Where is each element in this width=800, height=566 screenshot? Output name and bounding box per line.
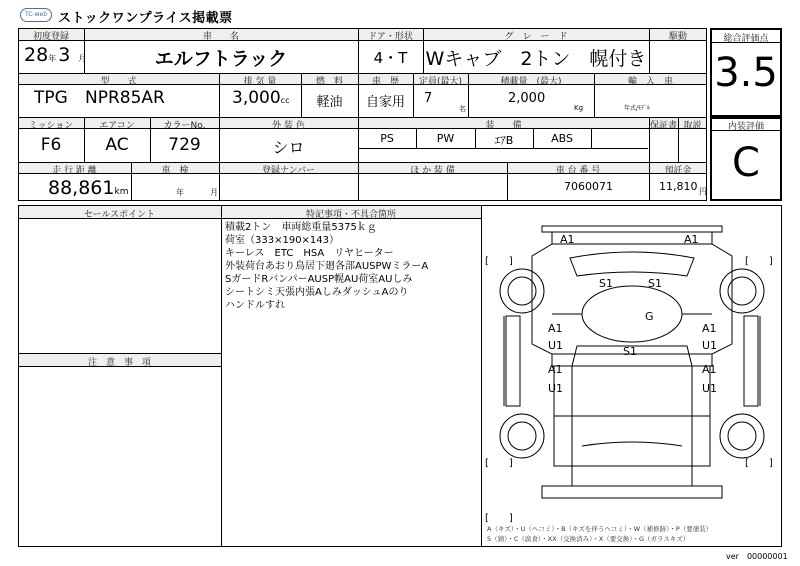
damage-label: A1 xyxy=(684,233,699,246)
bracket: [ ] xyxy=(485,458,513,469)
damage-label: U1 xyxy=(548,339,564,352)
first-reg-year: 28 xyxy=(24,44,49,66)
damage-label: U1 xyxy=(702,382,718,395)
damage-label: S1 xyxy=(648,277,662,290)
other-equip-header: ほ か 装 備 xyxy=(410,166,455,176)
grade-header: グ レ ー ド xyxy=(504,32,568,42)
damage-label: G xyxy=(645,310,654,323)
note-line: 外装荷台あおり鳥居下廻各部AUSPWミラーA xyxy=(225,261,429,272)
bracket: [ ] xyxy=(745,458,773,469)
inspection-month-unit: 月 xyxy=(210,188,218,197)
first-reg-month: 3 xyxy=(58,44,71,66)
bracket: [ ] xyxy=(485,256,513,267)
deposit-header: 預託金 xyxy=(664,166,692,176)
bracket: [ ] xyxy=(485,513,513,524)
body-number: 7060071 xyxy=(564,180,613,193)
warranty-header: 保証書 xyxy=(649,121,677,131)
displacement-header: 排 気 量 xyxy=(243,77,277,87)
first-reg-header: 初度登録 xyxy=(32,32,69,42)
legend-line-2: S（錆）・C（腐食）・XX（交換済み）・X（要交換）・G（ガラスキズ） xyxy=(487,535,690,543)
mission-header: ミッション xyxy=(28,121,74,131)
damage-label: S1 xyxy=(599,277,613,290)
model-prefix: TPG xyxy=(34,88,68,108)
special-notes-header: 特記事項・不具合箇所 xyxy=(305,210,396,220)
plate-header: 登録ナンバー xyxy=(262,166,315,176)
body-no-header: 車 台 番 号 xyxy=(555,166,601,176)
month-unit: 月 xyxy=(78,54,87,63)
inspection-year-unit: 年 xyxy=(176,188,184,197)
mileage-value: 88,861 xyxy=(48,177,115,199)
fuel-header: 燃 料 xyxy=(315,77,343,87)
door-shape-header: ドア・形状 xyxy=(368,32,413,42)
damage-label: U1 xyxy=(702,339,718,352)
inspection-header: 車 検 xyxy=(161,166,189,176)
import-year-model: 年式/ﾓﾃﾞﾙ xyxy=(624,105,651,112)
category-header: 車 歴 xyxy=(371,77,399,87)
manual-header: 取説 xyxy=(683,121,702,131)
note-line: シートシミ天張内張AしみダッシュAのり xyxy=(225,287,409,298)
caution-header: 注 意 事 項 xyxy=(87,358,151,368)
color-no: 729 xyxy=(168,135,201,155)
damage-label: S1 xyxy=(623,345,637,358)
damage-label: U1 xyxy=(548,382,564,395)
mileage xyxy=(48,177,128,199)
equip-abs: ABS xyxy=(551,132,573,145)
load: 2,000 xyxy=(508,91,546,106)
version: ver 00000001 xyxy=(726,552,788,561)
sales-point-header: セールスポイント xyxy=(83,210,156,220)
aircon-header: エアコン xyxy=(99,121,135,131)
fuel: 軽油 xyxy=(316,95,343,110)
car-name: エルフトラック xyxy=(154,48,288,70)
note-line: 積載2トン 車両総重量5375ｋｇ xyxy=(225,222,377,233)
car-name-header: 車 名 xyxy=(202,32,239,42)
displacement-value: 3,000 xyxy=(232,88,281,108)
door-shape: 4・T xyxy=(373,49,408,67)
damage-label: A1 xyxy=(560,233,575,246)
deposit-unit: 円 xyxy=(699,187,707,196)
note-line: SガードRバンパーAUSP幌AU荷室AUしみ xyxy=(225,274,413,285)
logo-text: TC-web xyxy=(24,11,48,18)
note-line: 荷室（333×190×143） xyxy=(225,235,340,246)
note-line: ハンドルすれ xyxy=(225,300,285,311)
damage-label: A1 xyxy=(548,363,563,376)
equip-ps: PS xyxy=(380,132,394,145)
capacity-unit: 名 xyxy=(459,105,466,113)
overall-rating: 3.5 xyxy=(714,50,778,96)
damage-label: A1 xyxy=(702,322,717,335)
model-header: 型 式 xyxy=(100,77,137,87)
damage-label: A1 xyxy=(702,363,717,376)
load-unit: Kg xyxy=(574,104,584,112)
equipment-header: 装 備 xyxy=(485,121,522,131)
mileage-header: 走 行 距 離 xyxy=(52,166,97,176)
km-unit: km xyxy=(114,187,129,197)
bracket: [ ] xyxy=(745,256,773,267)
year-unit: 年 xyxy=(48,54,57,63)
model: NPR85AR xyxy=(85,88,165,108)
equip-pw: PW xyxy=(436,132,455,145)
category: 自家用 xyxy=(365,95,405,110)
document-title: ストックワンプライス掲載票 xyxy=(58,11,233,26)
exterior-color: シロ xyxy=(272,138,305,157)
logo xyxy=(20,8,52,22)
deposit: 11,810 xyxy=(659,180,698,193)
cc-unit: cc xyxy=(280,96,290,105)
load-header: 積載量 (最大) xyxy=(500,77,562,87)
drive-header: 駆動 xyxy=(668,32,687,42)
capacity: 7 xyxy=(424,91,433,106)
damage-label: A1 xyxy=(548,322,563,335)
special-notes-list xyxy=(225,221,428,312)
displacement xyxy=(232,88,289,108)
aircon: AC xyxy=(105,135,129,155)
legend-line-1: A（キズ）・U（ヘコミ）・B（キズを伴うヘコミ）・W（補修跡）・P（要塗装） xyxy=(487,525,713,533)
grade: Wキャブ 2トン 幌付き xyxy=(425,48,647,70)
capacity-header: 定員(最大) xyxy=(418,77,463,87)
first-registration xyxy=(24,44,86,66)
mission: F6 xyxy=(40,135,62,155)
import-header: 輸 入 車 xyxy=(627,77,673,87)
equip-airbag: ｴｱB xyxy=(494,134,514,147)
interior-rating-header: 内装評価 xyxy=(727,122,764,132)
vehicle-damage-diagram xyxy=(482,206,781,546)
color-no-header: カラーNo. xyxy=(163,121,206,131)
exterior-header: 外 装 色 xyxy=(272,121,305,131)
overall-rating-header: 総合評価点 xyxy=(723,34,769,44)
interior-rating: C xyxy=(732,140,760,186)
note-line: キーレス ETC HSA リヤヒーター xyxy=(225,248,394,259)
